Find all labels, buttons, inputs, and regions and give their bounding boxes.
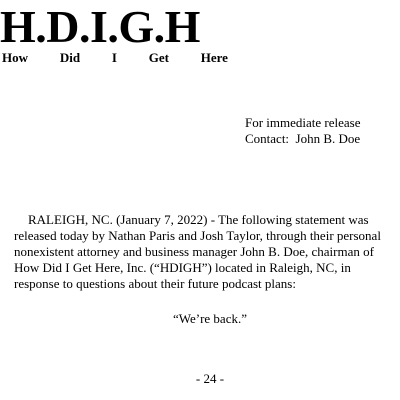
release-notice: For immediate release xyxy=(245,115,361,130)
release-info xyxy=(245,115,361,147)
tagline-word-did: Did xyxy=(59,50,81,65)
letterhead xyxy=(0,1,232,65)
contact-line: Contact: John B. Doe xyxy=(245,131,361,146)
page-number: - 24 - xyxy=(195,371,225,386)
tagline-word-i: I xyxy=(111,50,117,65)
tagline-word-how: How xyxy=(2,50,28,65)
statement-paragraph: RALEIGH, NC. (January 7, 2022) - The following statement was released today by Nathan Paris and Josh Taylor, through their personal nonexistent attorney and business manager John B. Doe, chairman of How Did I Get Here, Inc. (“HDIGH”) located in Raleigh, NC, in response to questions about their future podcast plans: xyxy=(14,212,381,291)
tagline-word-get: Get xyxy=(148,50,169,65)
quote: “We’re back.” xyxy=(172,311,247,326)
logo-wordmark: H.D.I.G.H xyxy=(0,1,200,52)
logo-tagline xyxy=(0,51,232,65)
tagline-word-here: Here xyxy=(200,50,228,65)
